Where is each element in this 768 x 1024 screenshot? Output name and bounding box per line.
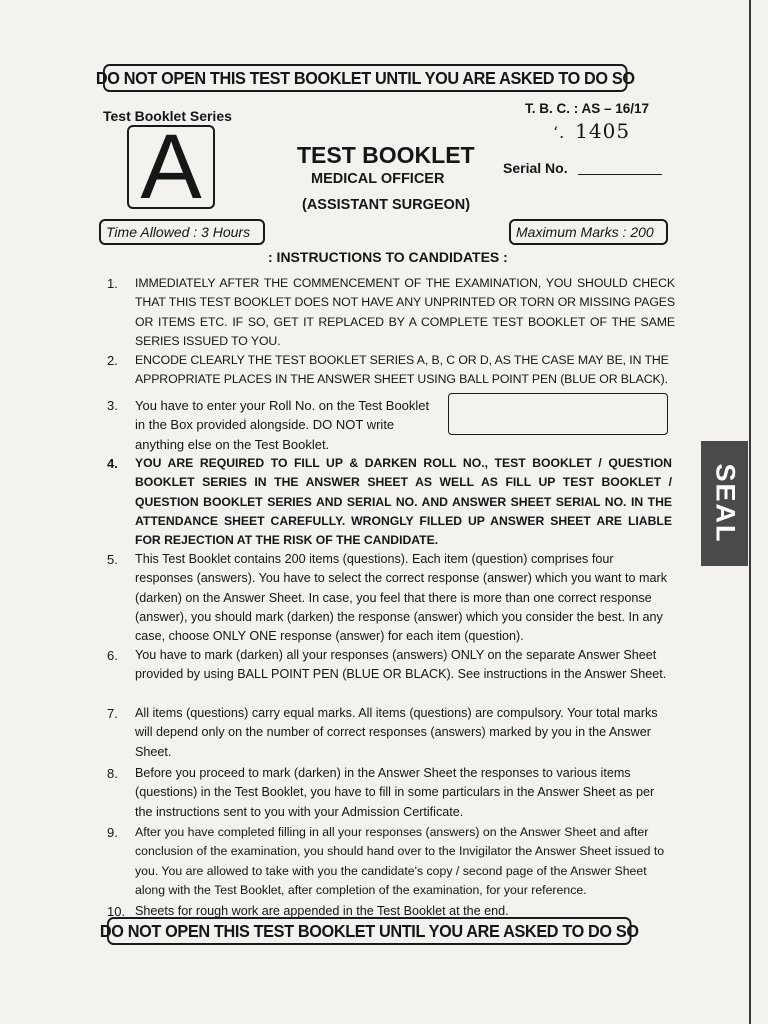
item-number: 5. (107, 552, 118, 567)
item-number: 7. (107, 706, 118, 721)
instruction-item-2 (107, 351, 675, 390)
series-letter: A (140, 116, 202, 218)
item-number: 1. (107, 276, 118, 291)
item-text: All items (questions) carry equal marks. All items (questions) are compulsory. Your total marks will depend only on the number of correct responses (answers) marked by you in the Answer Sheet. (135, 706, 658, 759)
instruction-item-8 (107, 764, 675, 822)
booklet-title: TEST BOOKLET (297, 142, 475, 168)
item-number: 3. (107, 398, 118, 413)
item-text: YOU ARE REQUIRED TO FILL UP & DARKEN ROLL NO., TEST BOOKLET / QUESTION BOOKLET SERIES IN THE ANSWER SHEET AS WELL AS FILL UP TEST BOOKLET / QUESTION BOOKLET SERIES AND SERIAL NO. AND ANSWER SHEET SERIAL NO. IN THE ATTENDANCE SHEET CAREFULLY. WRONGLY FILLED UP ANSWER SHEET ARE LIABLE FOR REJECTION AT THE RISK OF THE CANDIDATE. (135, 456, 672, 548)
series-letter-box (127, 116, 215, 218)
item-number: 10. (107, 904, 126, 919)
instruction-item-6 (107, 646, 675, 685)
page-edge-line (749, 0, 751, 1024)
instruction-item-7 (107, 704, 675, 762)
item-text: Sheets for rough work are appended in the Test Booklet at the end. (135, 904, 509, 918)
item-number: 4. (107, 456, 118, 471)
seal-label: SEAL (710, 463, 741, 544)
item-number: 6. (107, 648, 118, 663)
instruction-item-5 (107, 550, 675, 646)
handwritten-serial (553, 119, 630, 143)
maximum-marks: Maximum Marks : 200 (509, 219, 668, 245)
seal-tab (701, 441, 748, 566)
instruction-item-3 (107, 396, 437, 454)
item-number: 8. (107, 766, 118, 781)
pen-mark-icon: ʻ. (553, 123, 566, 142)
time-allowed: Time Allowed : 3 Hours (99, 219, 265, 245)
top-warning-banner: DO NOT OPEN THIS TEST BOOKLET UNTIL YOU ARE ASKED TO DO SO (103, 64, 628, 92)
item-number: 9. (107, 825, 118, 840)
item-text: You have to mark (darken) all your responses (answers) ONLY on the separate Answer Sheet provided by using BALL POINT PEN (BLUE OR BLACK). See instructions in the Answer Sheet. (135, 648, 667, 682)
item-text: This Test Booklet contains 200 items (questions). Each item (question) comprises four responses (answers). You have to select the correct response (answer) which you want to mark (darken) on the Answer Sheet. In case, you feel that there is more than one correct response (answer), you should mark (darken) the response (answer) which you consider the best. In any case, choose ONLY ONE response (answer) for each item (question). (135, 552, 667, 644)
serial-label: Serial No. (503, 160, 568, 176)
handwritten-serial-number: 1405 (575, 119, 631, 143)
item-text: ENCODE CLEARLY THE TEST BOOKLET SERIES A, B, C OR D, AS THE CASE MAY BE, IN THE APPROPRIATE PLACES IN THE ANSWER SHEET USING BALL POINT PEN (BLUE OR BLACK). (135, 353, 669, 387)
series-label: Test Booklet Series (103, 108, 232, 124)
roll-number-box[interactable] (448, 393, 668, 435)
bottom-warning-banner: DO NOT OPEN THIS TEST BOOKLET UNTIL YOU ARE ASKED TO DO SO (107, 917, 632, 945)
item-text: After you have completed filling in all your responses (answers) on the Answer Sheet and after conclusion of the examination, you should hand over to the Invigilator the Answer Sheet issued to you. You are allowed to take with you the candidate's copy / second page of the Answer Sheet along with the Test Booklet, after completion of the examination, for your reference. (135, 825, 665, 897)
instructions-heading: : INSTRUCTIONS TO CANDIDATES : (268, 249, 508, 265)
post-name: MEDICAL OFFICER (311, 171, 445, 187)
item-text: IMMEDIATELY AFTER THE COMMENCEMENT OF THE EXAMINATION, YOU SHOULD CHECK THAT THIS TEST BOOKLET DOES NOT HAVE ANY UNPRINTED OR TORN OR MISSING PAGES OR ITEMS ETC. IF SO, GET IT REPLACED BY A COMPLETE TEST BOOKLET OF THE SAME SERIES ISSUED TO YOU. (135, 276, 675, 348)
item-text: Before you proceed to mark (darken) in the Answer Sheet the responses to various items (questions) in the Test Booklet, you have to fill in some particulars in the Answer Sheet as per the instructions sent to you with your Admission Certificate. (135, 766, 655, 819)
post-subname: (ASSISTANT SURGEON) (302, 197, 471, 213)
instruction-item-9 (107, 823, 675, 900)
instruction-item-1 (107, 274, 675, 351)
tbc-code: T. B. C. : AS – 16/17 (525, 101, 650, 116)
instruction-item-4 (107, 454, 672, 550)
item-number: 2. (107, 353, 118, 368)
serial-blank-line (578, 174, 662, 175)
item-text: You have to enter your Roll No. on the Test Booklet in the Box provided alongside. DO NOT write anything else on the Test Booklet. (135, 398, 430, 452)
